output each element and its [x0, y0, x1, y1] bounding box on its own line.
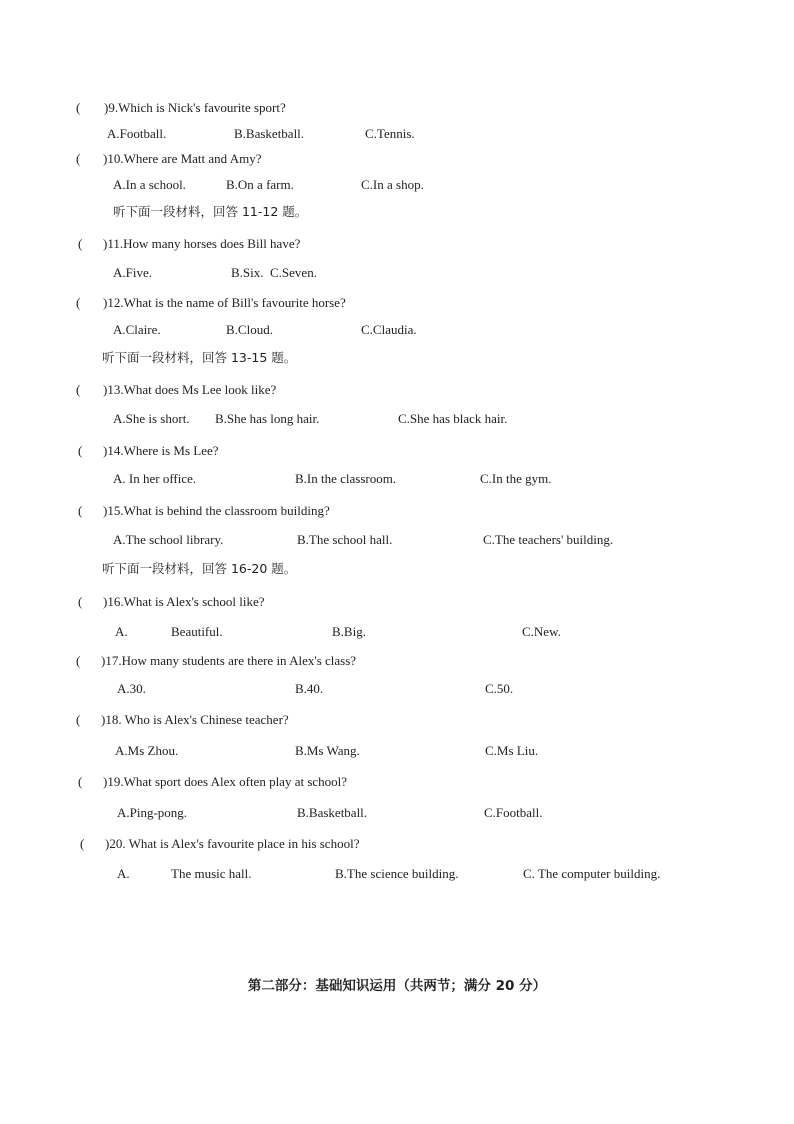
option-a: A.Five.	[113, 265, 152, 280]
option-a-text: The music hall.	[171, 866, 252, 881]
option-b: B.On a farm.	[226, 177, 294, 192]
question-9: )9.Which is Nick's favourite sport?	[104, 100, 286, 115]
question-19: )19.What sport does Alex often play at school?	[103, 774, 348, 789]
answer-blank[interactable]: (	[76, 151, 81, 166]
answer-blank[interactable]: (	[80, 836, 85, 851]
option-b: B.Big.	[332, 624, 366, 639]
option-a: A.Ping-pong.	[117, 805, 188, 820]
option-b: B.Basketball.	[297, 805, 368, 820]
question-16: )16.What is Alex's school like?	[103, 594, 265, 609]
question-14: )14.Where is Ms Lee?	[103, 443, 219, 458]
question-18: )18. Who is Alex's Chinese teacher?	[101, 712, 289, 727]
answer-blank[interactable]: (	[76, 653, 81, 668]
option-b: B.She has long hair.	[215, 411, 320, 426]
instruction-13-15: 听下面一段材料，回答 13-15 题。	[102, 350, 297, 365]
question-13: )13.What does Ms Lee look like?	[103, 382, 277, 397]
option-c: C.The teachers' building.	[483, 532, 614, 547]
option-b: B.40.	[295, 681, 324, 696]
question-17: )17.How many students are there in Alex's class?	[101, 653, 357, 668]
question-12: )12.What is the name of Bill's favourite horse?	[103, 295, 346, 310]
option-c: C.In a shop.	[361, 177, 424, 192]
question-11: )11.How many horses does Bill have?	[103, 236, 301, 251]
answer-blank[interactable]: (	[76, 712, 81, 727]
option-c: C.Claudia.	[361, 322, 417, 337]
answer-blank[interactable]: (	[78, 774, 83, 789]
option-b: B.Six.	[231, 265, 264, 280]
option-c: C.Football.	[484, 805, 543, 820]
option-a-label: A.	[117, 866, 130, 881]
option-c: C.Ms Liu.	[485, 743, 539, 758]
option-b: B.Cloud.	[226, 322, 273, 337]
option-a-label: A.	[115, 624, 128, 639]
option-c: C.Seven.	[270, 265, 317, 280]
option-a: A.She is short.	[113, 411, 190, 426]
option-b: B.Ms Wang.	[295, 743, 360, 758]
option-c: C.Tennis.	[365, 126, 415, 141]
question-10: )10.Where are Matt and Amy?	[103, 151, 262, 166]
answer-blank[interactable]: (	[78, 503, 83, 518]
answer-blank[interactable]: (	[78, 236, 83, 251]
section-title: 第二部分：基础知识运用（共两节；满分 20 分）	[247, 978, 547, 994]
option-b: B.The science building.	[335, 866, 459, 881]
answer-blank[interactable]: (	[78, 594, 83, 609]
option-a: A.In a school.	[113, 177, 186, 192]
question-15: )15.What is behind the classroom building?	[103, 503, 330, 518]
option-c: C.New.	[522, 624, 561, 639]
instruction-11-12: 听下面一段材料，回答 11-12 题。	[113, 204, 308, 219]
option-a-text: Beautiful.	[171, 624, 223, 639]
option-a: A.Claire.	[113, 322, 161, 337]
option-a: A.Ms Zhou.	[115, 743, 179, 758]
option-a: A.Football.	[107, 126, 167, 141]
option-a: A.30.	[117, 681, 146, 696]
option-a: A.The school library.	[113, 532, 224, 547]
option-b: B.In the classroom.	[295, 471, 397, 486]
option-c: C.She has black hair.	[398, 411, 508, 426]
option-b: B.Basketball.	[234, 126, 305, 141]
answer-blank[interactable]: (	[78, 443, 83, 458]
answer-blank[interactable]: (	[76, 382, 81, 397]
answer-blank[interactable]: (	[76, 295, 81, 310]
option-c: C.50.	[485, 681, 514, 696]
question-20: )20. What is Alex's favourite place in his school?	[105, 836, 360, 851]
option-c: C.In the gym.	[480, 471, 552, 486]
option-a: A. In her office.	[113, 471, 197, 486]
option-c: C. The computer building.	[523, 866, 661, 881]
instruction-16-20: 听下面一段材料，回答 16-20 题。	[102, 561, 297, 576]
answer-blank[interactable]: (	[76, 100, 81, 115]
option-b: B.The school hall.	[297, 532, 393, 547]
